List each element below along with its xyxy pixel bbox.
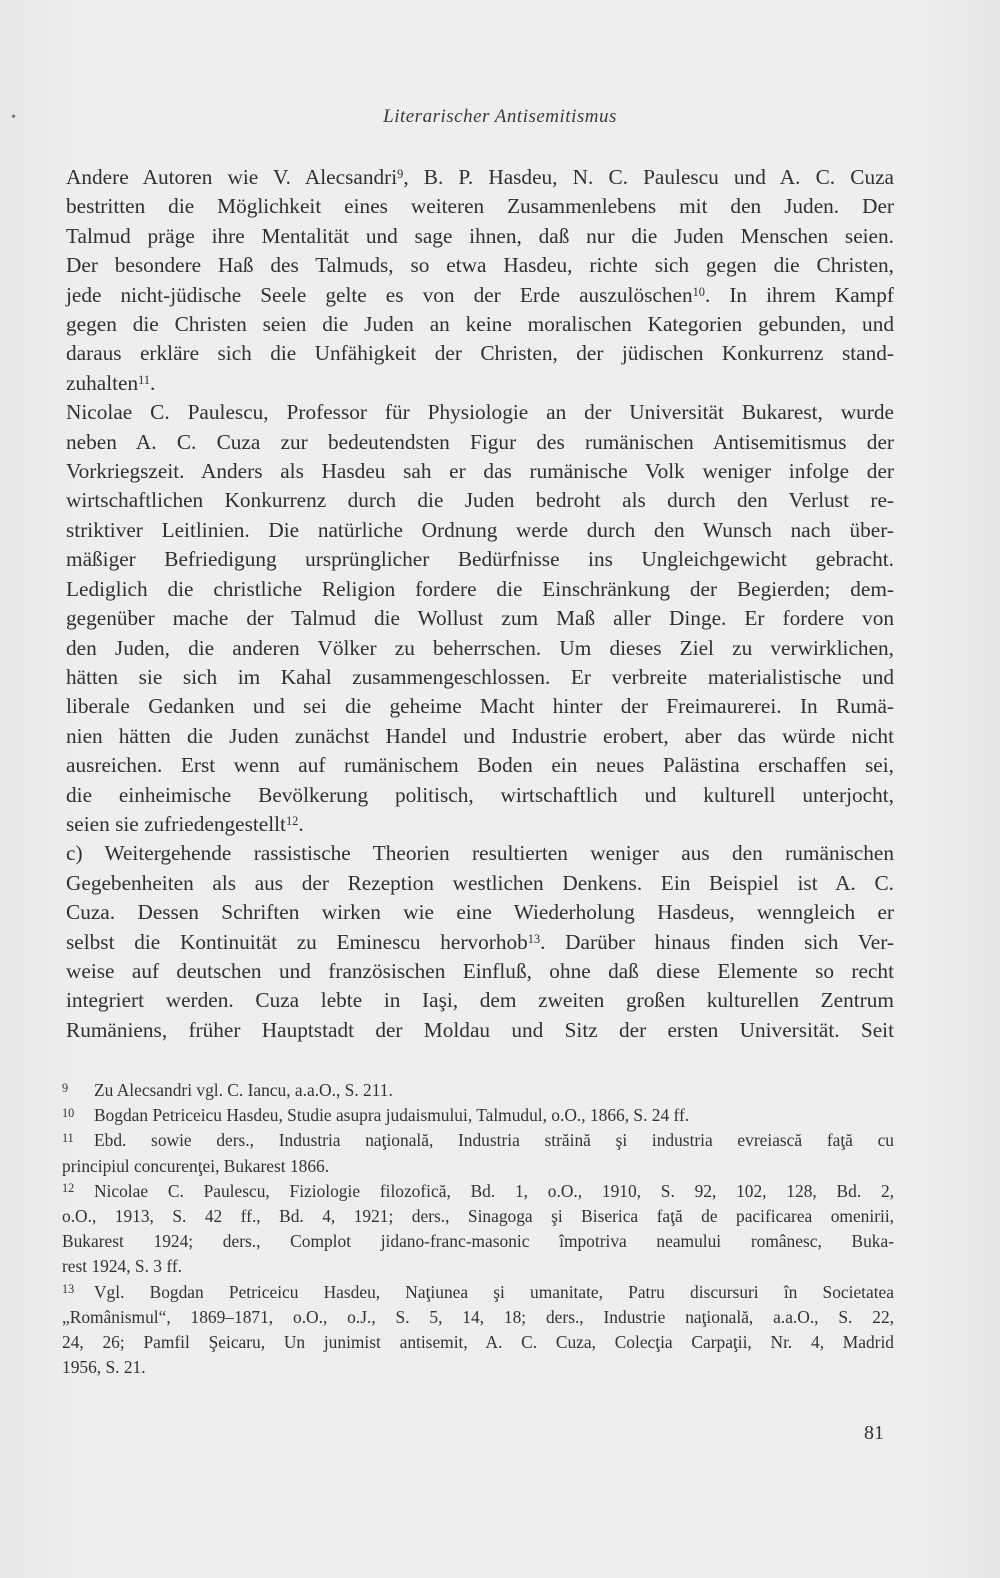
page-number: 81	[864, 1422, 884, 1444]
body-text-run: neben A. C. Cuza zur bedeutendsten Figur des rumänischen Antisemitismus der	[66, 429, 894, 454]
body-line	[66, 163, 894, 192]
footnote	[62, 1103, 894, 1128]
footnote-reference: 13	[527, 932, 541, 947]
footnote-line	[62, 1330, 894, 1355]
footnote-text: principiul concurenţei, Bukarest 1866.	[62, 1155, 330, 1176]
body-text	[66, 163, 894, 1045]
footnote-line	[62, 1103, 894, 1128]
footnote-line	[62, 1128, 894, 1153]
footnote-line	[62, 1254, 894, 1279]
body-line	[66, 457, 894, 486]
footnote-text: rest 1924, S. 3 ff.	[62, 1256, 182, 1277]
body-text-run: zuhalten	[66, 370, 139, 395]
footnote-number: 11	[62, 1130, 74, 1145]
body-text-run: Cuza. Dessen Schriften wirken wie eine Wiederholung Hasdeus, wenngleich er	[66, 900, 894, 925]
body-text-run: c) Weitergehende rassistische Theorien resultierten weniger aus den rumänischen	[66, 841, 894, 866]
footnote-reference: 11	[138, 373, 151, 388]
footnote-text: „Românismul“, 1869–1871, o.O., o.J., S. 5, 14, 18; ders., Industrie naţională, a.a.O., S. 22,	[62, 1306, 894, 1327]
body-line	[66, 928, 894, 957]
footnote-text: Ebd. sowie ders., Industria naţională, Industria străină şi industria evreiască faţă cu	[94, 1130, 894, 1151]
body-line	[66, 957, 894, 986]
body-text-run: die einheimische Bevölkerung politisch, wirtschaftlich und kulturell unterjocht,	[66, 782, 894, 807]
body-line	[66, 604, 894, 633]
body-line	[66, 222, 894, 251]
body-line	[66, 663, 894, 692]
footnote-line	[62, 1280, 894, 1305]
body-text-run: Andere Autoren wie V. Alecsandri	[66, 165, 398, 189]
body-line	[66, 751, 894, 780]
body-text-run: .	[298, 811, 304, 836]
body-line	[66, 310, 894, 339]
footnote-reference: 9	[397, 167, 404, 182]
body-line	[66, 428, 894, 457]
body-text-run: . In ihrem Kampf	[704, 282, 894, 307]
body-text-run: Talmud präge ihre Mentalität und sage ihnen, daß nur die Juden Menschen seien.	[66, 223, 894, 248]
body-text-run: selbst die Kontinuität zu Eminescu hervorhob	[66, 929, 528, 954]
footnote-text: Bukarest 1924; ders., Complot jidano-franc-masonic împotriva neamului românesc, Buka-	[62, 1231, 894, 1252]
footnote-text: Bogdan Petriceicu Hasdeu, Studie asupra judaismului, Talmudul, o.O., 1866, S. 24 ff.	[94, 1105, 690, 1126]
footnote	[62, 1280, 894, 1381]
footnote-text: Zu Alecsandri vgl. C. Iancu, a.a.O., S. 211.	[94, 1080, 393, 1100]
body-line	[66, 986, 894, 1015]
body-line	[66, 575, 894, 604]
footnotes	[62, 1078, 894, 1380]
body-text-run: Nicolae C. Paulescu, Professor für Physiologie an der Universität Bukarest, wurde	[66, 400, 894, 425]
body-text-run: seien sie zufriedengestellt	[66, 811, 286, 836]
body-line	[66, 369, 894, 398]
body-text-run: daraus erkläre sich die Unfähigkeit der Christen, der jüdischen Konkurrenz stand-	[66, 341, 894, 366]
body-text-run: wirtschaftlichen Konkurrenz durch die Juden bedroht als durch den Verlust re-	[66, 488, 894, 513]
body-line	[66, 192, 894, 221]
body-line	[66, 339, 894, 368]
footnote	[62, 1078, 894, 1103]
body-text-run: weise auf deutschen und französischen Einfluß, ohne daß diese Elemente so recht	[66, 958, 894, 983]
footnote-line	[62, 1305, 894, 1330]
body-line	[66, 869, 894, 898]
body-text-run: Rumäniens, früher Hauptstadt der Moldau und Sitz der ersten Universität. Seit	[66, 1017, 894, 1042]
body-line	[66, 516, 894, 545]
footnote-text: Vgl. Bogdan Petriceicu Hasdeu, Naţiunea şi umanitate, Patru discursuri în Societatea	[94, 1281, 894, 1302]
body-text-run: den Juden, die anderen Völker zu beherrschen. Um dieses Ziel zu verwirklichen,	[66, 635, 894, 660]
body-text-run: Gegebenheiten als aus der Rezeption westlichen Denkens. Ein Beispiel ist A. C.	[66, 870, 894, 895]
body-line	[66, 486, 894, 515]
body-text-run: Lediglich die christliche Religion fordere die Einschränkung der Begierden; dem-	[66, 576, 894, 601]
body-text-run: bestritten die Möglichkeit eines weiteren Zusammenlebens mit den Juden. Der	[66, 194, 894, 219]
body-text-run: liberale Gedanken und sei die geheime Macht hinter der Freimaurerei. In Rumä-	[66, 694, 894, 719]
footnote-line	[62, 1355, 894, 1380]
body-text-run: nien hätten die Juden zunächst Handel und Industrie erobert, aber das würde nicht	[66, 723, 894, 748]
body-line	[66, 898, 894, 927]
body-line	[66, 839, 894, 868]
body-line	[66, 810, 894, 839]
footnote-number: 9	[62, 1080, 69, 1095]
margin-mark: •	[10, 110, 18, 124]
body-line	[66, 545, 894, 574]
footnote	[62, 1128, 894, 1178]
body-text-run: gegen die Christen seien die Juden an keine moralischen Kategorien gebunden, und	[66, 312, 894, 337]
footnote	[62, 1179, 894, 1280]
body-text-run: mäßiger Befriedigung ursprünglicher Bedürfnisse ins Ungleichgewicht gebracht.	[66, 547, 894, 572]
body-line	[66, 722, 894, 751]
footnote-reference: 10	[692, 285, 705, 300]
body-text-run: Der besondere Haß des Talmuds, so etwa Hasdeu, richte sich gegen die Christen,	[66, 253, 894, 278]
body-text-run: jede nicht-jüdische Seele gelte es von der Erde auszulöschen	[66, 282, 693, 307]
footnote-number: 12	[62, 1181, 75, 1196]
body-text-run: hätten sie sich im Kahal zusammengeschlossen. Er verbreite materialistische und	[66, 664, 894, 689]
body-line	[66, 1016, 894, 1045]
footnote-text: 24, 26; Pamfil Şeicaru, Un junimist antisemit, A. C. Cuza, Colecţia Carpaţii, Nr. 4, Madrid	[62, 1332, 894, 1353]
footnote-number: 13	[62, 1282, 75, 1297]
body-line	[66, 281, 894, 310]
body-text-run: Vorkriegszeit. Anders als Hasdeu sah er das rumänische Volk weniger infolge der	[66, 459, 894, 484]
body-text-run: ausreichen. Erst wenn auf rumänischem Boden ein neues Palästina erschaffen sei,	[66, 753, 894, 778]
footnote-line	[62, 1179, 894, 1204]
body-line	[66, 692, 894, 721]
footnote-reference: 12	[285, 814, 299, 829]
body-text-run: striktiver Leitlinien. Die natürliche Ordnung werde durch den Wunsch nach über-	[66, 517, 894, 542]
footnote-text: o.O., 1913, S. 42 ff., Bd. 4, 1921; ders., Sinagoga şi Biserica faţă de pacificarea omenirii,	[62, 1206, 894, 1227]
body-line	[66, 634, 894, 663]
footnote-text: 1956, S. 21.	[62, 1357, 146, 1378]
body-text-run: integriert werden. Cuza lebte in Iaşi, dem zweiten großen kulturellen Zentrum	[66, 988, 894, 1013]
body-text-run: . Darüber hinaus finden sich Ver-	[540, 929, 894, 954]
body-line	[66, 398, 894, 427]
footnote-number: 10	[62, 1105, 75, 1120]
footnote-line	[62, 1154, 894, 1179]
body-text-run: , B. P. Hasdeu, N. C. Paulescu und A. C. Cuza	[403, 165, 894, 189]
footnote-line	[62, 1229, 894, 1254]
footnote-line	[62, 1204, 894, 1229]
footnote-text: Nicolae C. Paulescu, Fiziologie filozofică, Bd. 1, o.O., 1910, S. 92, 102, 128, Bd. 2,	[94, 1180, 894, 1201]
body-text-run: .	[150, 370, 156, 395]
body-line	[66, 251, 894, 280]
footnote-line	[62, 1078, 894, 1103]
body-text-run: gegenüber mache der Talmud die Wollust zum Maß aller Dinge. Er fordere von	[66, 606, 894, 631]
body-line	[66, 781, 894, 810]
running-header: Literarischer Antisemitismus	[383, 106, 617, 127]
